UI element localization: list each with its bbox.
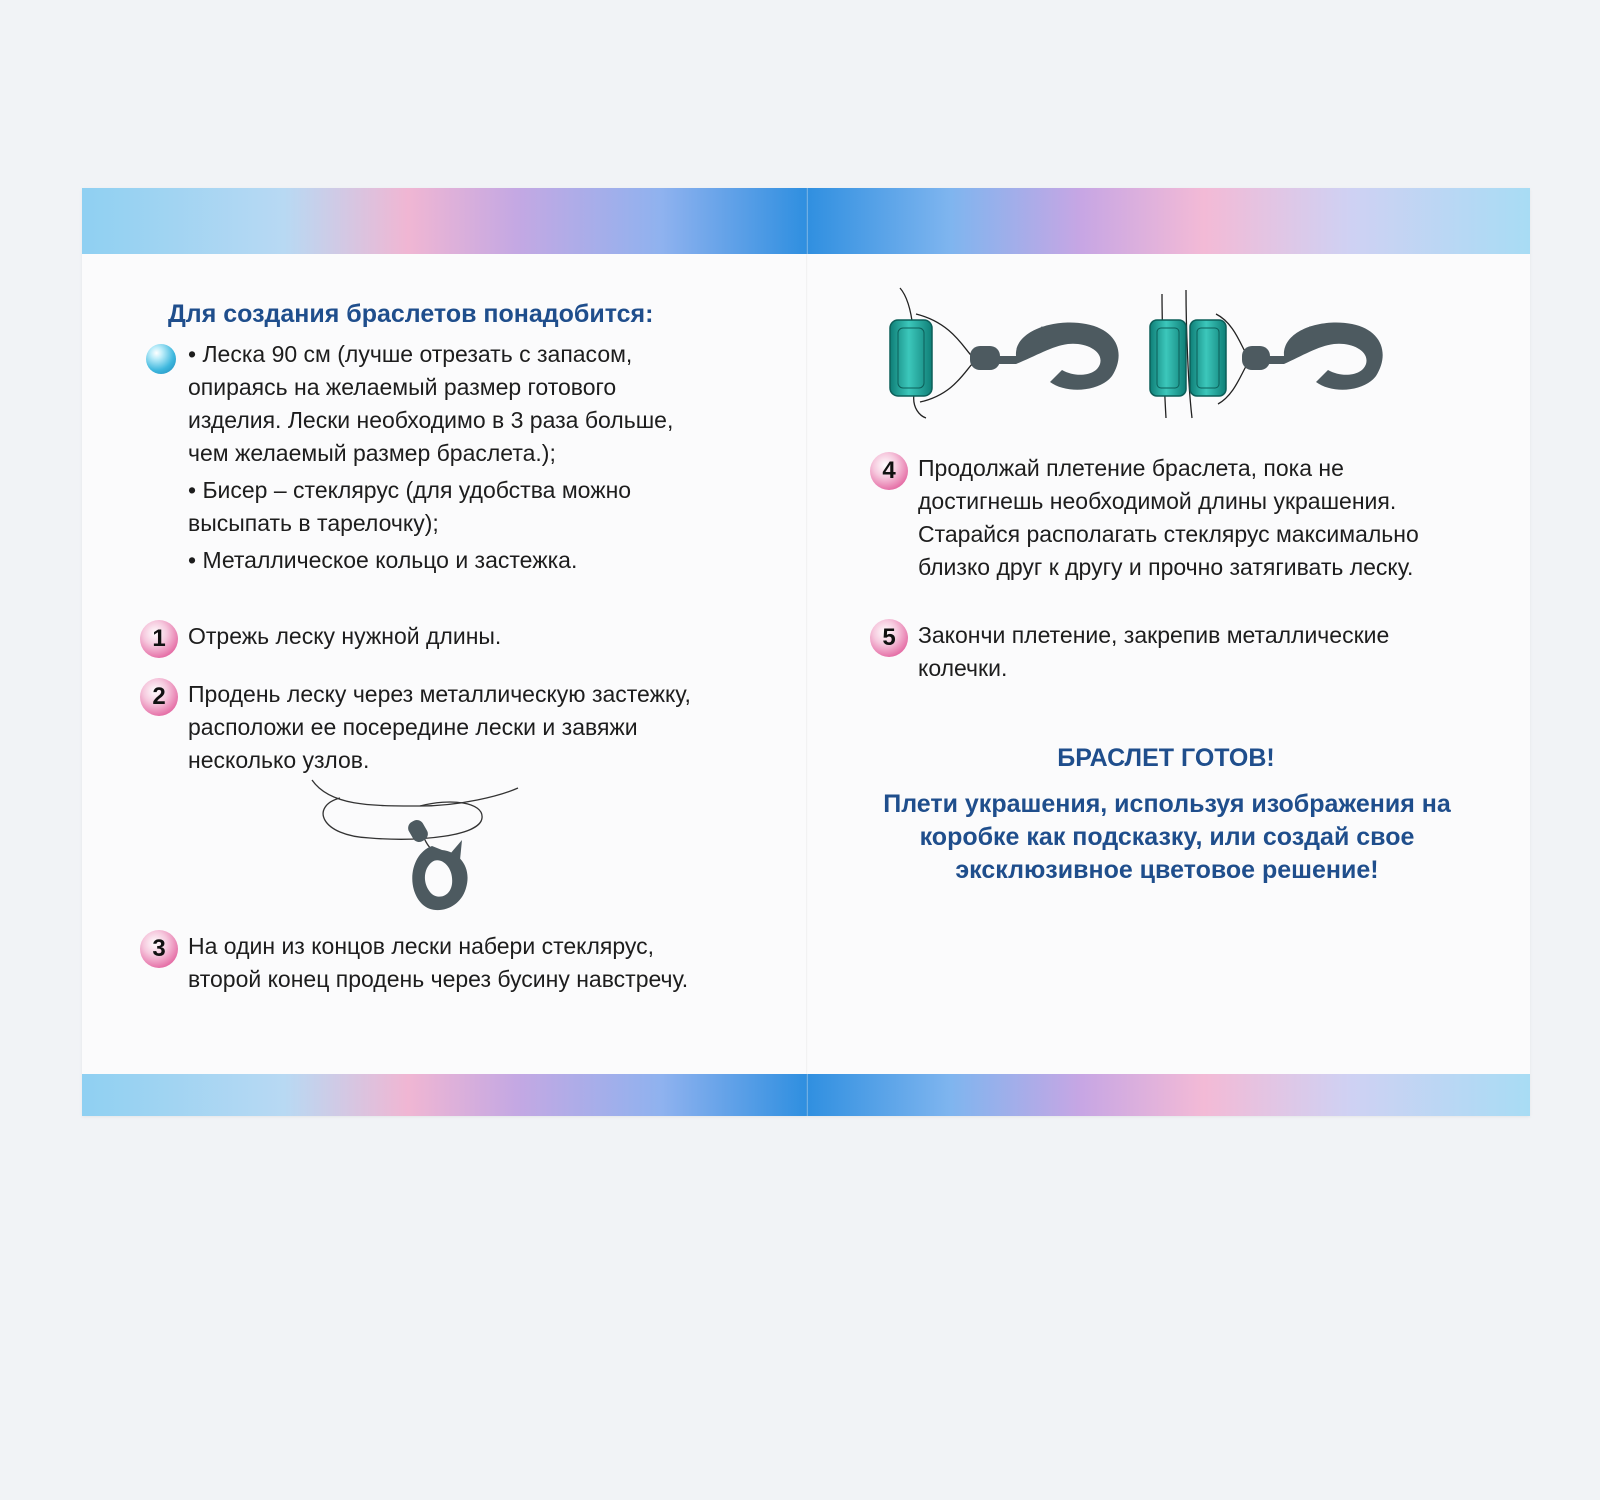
material-item: • Леска 90 см (лучше отрезать с запасом, опираясь на желаемый размер готового изделия. Лески необходимо в 3 раза больше, чем желаемый размер браслета.); (188, 341, 674, 466)
step-1-text: Отрежь леску нужной длины. (188, 623, 502, 649)
instruction-sheet (82, 188, 1530, 1116)
material-item: • Бисер – стеклярус (для удобства можно высыпать в тарелочку); (188, 477, 632, 536)
bugle-bead-illustration (886, 284, 1386, 424)
step-3-text: На один из концов лески набери стеклярус, второй конец продень через бусину навстречу. (188, 933, 689, 992)
material-item: • Металлическое кольцо и застежка. (188, 547, 578, 573)
clasp-illustration (310, 776, 530, 936)
step-4-text: Продолжай плетение браслета, пока не достигнешь необходимой длины украшения. Старайся располагать стеклярус максимально близко друг к другу и прочно затягивать леску. (918, 455, 1419, 580)
step-2-badge: 2 (140, 678, 178, 716)
step-4-badge: 4 (870, 452, 908, 490)
materials-title: Для создания браслетов понадобится: (168, 300, 654, 328)
step-1-badge: 1 (140, 620, 178, 658)
materials-list (188, 338, 688, 581)
bead-bullet-icon (146, 344, 176, 374)
done-text: Плети украшения, используя изображения на коробке как подсказку, или создай свое эксклюзивное цветовое решение! (883, 790, 1451, 884)
page-fold (806, 188, 808, 1116)
step-2-text: Продень леску через металлическую застежку, расположи ее посередине лески и завяжи несколько узлов. (188, 681, 691, 773)
step-5-badge: 5 (870, 619, 908, 657)
step-3-badge: 3 (140, 930, 178, 968)
step-5-text: Закончи плетение, закрепив металлические колечки. (918, 622, 1390, 681)
done-title: БРАСЛЕТ ГОТОВ! (1057, 744, 1275, 772)
